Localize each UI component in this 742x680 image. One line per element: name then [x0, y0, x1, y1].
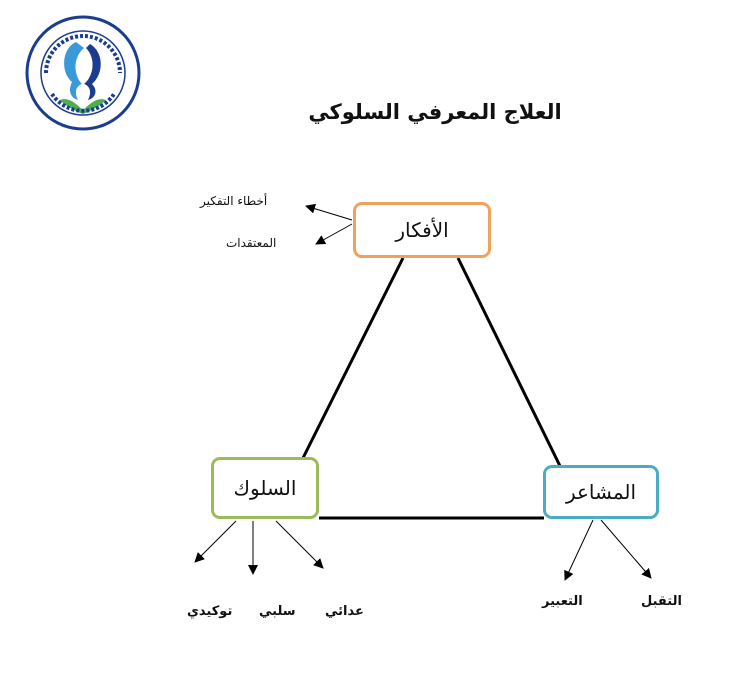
- branch-aggressive: عدائي: [325, 604, 364, 619]
- branch-assertive: توكيدي: [187, 604, 233, 619]
- branch-beliefs: المعتقدات: [226, 236, 277, 250]
- branch-expression: التعبير: [542, 594, 583, 609]
- page-title: العلاج المعرفي السلوكي: [308, 100, 562, 124]
- edge-thoughts-feelings: [458, 258, 560, 466]
- arrow-thoughts-beliefs: [316, 224, 352, 244]
- arrow-feelings-expression: [565, 520, 593, 580]
- node-thoughts-label: الأفكار: [395, 218, 449, 242]
- arrow-feelings-acceptance: [601, 520, 651, 578]
- branch-thinking-errors: أخطاء التفكير: [200, 194, 268, 208]
- node-feelings-label: المشاعر: [565, 480, 637, 504]
- branch-acceptance: التقبل: [641, 594, 682, 609]
- arrow-behavior-aggressive: [276, 521, 323, 568]
- arrow-thoughts-errors: [306, 206, 352, 220]
- branch-negative: سلبي: [259, 604, 296, 619]
- edge-thoughts-behavior: [303, 258, 403, 458]
- arrow-behavior-assertive: [195, 521, 236, 562]
- node-thoughts: [353, 202, 491, 258]
- node-behavior: [211, 457, 319, 519]
- node-behavior-label: السلوك: [233, 476, 297, 500]
- node-feelings: [543, 465, 659, 519]
